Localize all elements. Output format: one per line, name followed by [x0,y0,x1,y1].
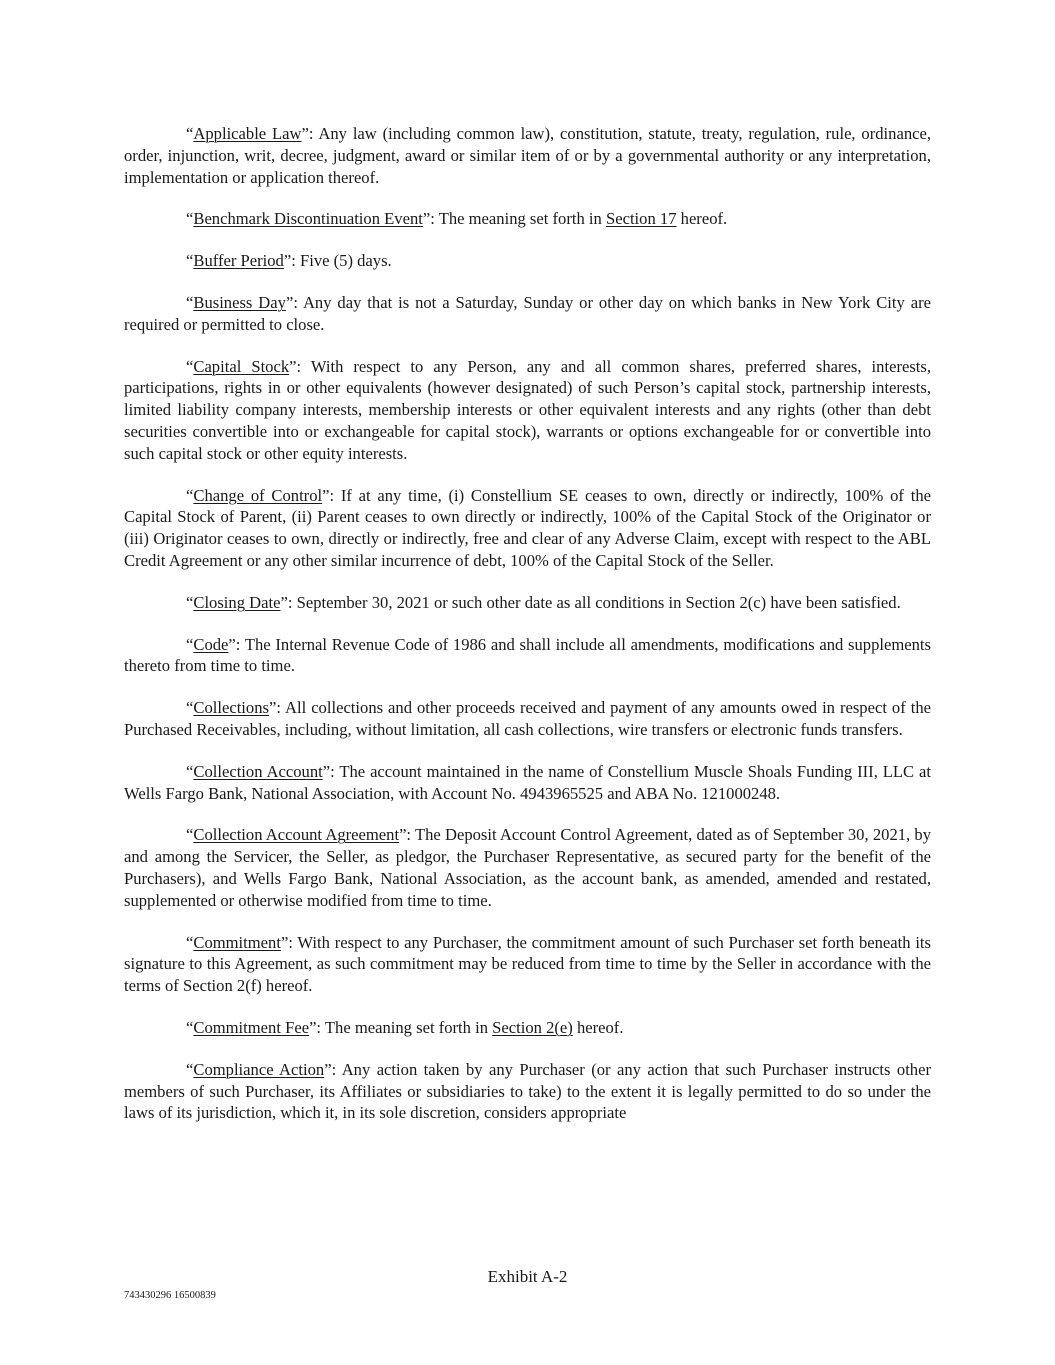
defined-term: Collection Account Agreement [193,825,400,845]
definition-text: The meaning set forth in [324,1017,493,1037]
defined-term: Change of Control [193,485,323,505]
defined-term: Business Day [193,292,286,312]
defined-term: Collections [193,698,269,718]
definition-commitment: “Commitment”: With respect to any Purchaser, the commitment amount of such Purchaser set forth beneath its signature to this Agreement, as such commitment may be reduced from time to time by the Seller in accordance with the terms of Section 2(f) hereof. [124,932,931,996]
defined-term: Capital Stock [193,356,290,376]
defined-term: Buffer Period [193,251,284,271]
definition-collections: “Collections”: All collections and other proceeds received and payment of any amounts owed in respect of the Purchased Receivables, including, without limitation, all cash collections, wire transfers or electronic funds transfers. [124,698,931,739]
definition-text: The Deposit Account Control Agreement, dated as of September 30, 2021, by and among the Servicer, the Seller, as pledgor, the Purchaser Representative, as secured party for the benefit of the Purchasers), and Wells Fargo Bank, National Association, as the account bank, as amended, amended and restated, supplemented or otherwise modified from time to time. [124,825,932,910]
definition-compliance-action: “Compliance Action”: Any action taken by any Purchaser (or any action that such Purchaser instructs other members of such Purchaser, its Affiliates or subsidiaries to take) to the extent it is legally permitted to do so under the laws of its jurisdiction, which it, in its sole discretion, considers appropriate [124,1059,931,1123]
definition-text: The meaning set forth in [438,209,606,229]
section-reference: Section 17 [605,209,677,229]
defined-term: Code [193,634,229,654]
definition-business-day: “Business Day”: Any day that is not a Saturday, Sunday or other day on which banks in New York City are required or permitted to close. [124,292,931,334]
definition-change-of-control: “Change of Control”: If at any time, (i) Constellium SE ceases to own, directly or indirectly, 100% of the Capital Stock of Parent, (ii) Parent ceases to own directly or indirectly, 100% of the Capital Stock of the Originator or (iii) Originator ceases to own, directly or indirectly, free and clear of any Adverse Claim, except with respect to the ABL Credit Agreement or any other similar incurrence of debt, 100% of the Capital Stock of the Seller. [124,485,931,570]
document-id: 743430296 16500839 [124,1290,216,1301]
definition-commitment-fee: “Commitment Fee”: The meaning set forth in Section 2(e) hereof. [186,1017,624,1037]
document-body [124,123,931,1144]
definition-text: Any day that is not a Saturday, Sunday or other day on which banks in New York City are required or permitted to close. [124,292,931,334]
definition-buffer-period: “Buffer Period”: Five (5) days. [186,251,392,271]
definition-closing-date: “Closing Date”: September 30, 2021 or such other date as all conditions in Section 2(c) have been satisfied. [186,592,901,612]
definition-applicable-law: “Applicable Law”: Any law (including common law), constitution, statute, treaty, regulation, rule, ordinance, order, injunction, writ, decree, judgment, award or similar item of or by a governmental authority or any interpretation, implementation or application thereof. [124,124,931,187]
definition-text: September 30, 2021 or such other date as all conditions in Section 2(c) have been satisfied. [296,592,901,612]
defined-term: Applicable Law [193,124,302,143]
defined-term: Commitment Fee [193,1017,310,1037]
definition-capital-stock: “Capital Stock”: With respect to any Person, any and all common shares, preferred shares, interests, participations, rights in or other equivalents (however designated) of such Person’s capital stock, partnership interests, limited liability company interests, membership interests or other equivalent interests and any rights (other than debt securities convertible into or exchangeable for capital stock), warrants or options exchangeable for or convertible into such capital stock or other equity interests. [124,356,932,463]
definition-benchmark-discontinuation-event: “Benchmark Discontinuation Event”: The meaning set forth in Section 17 hereof. [186,209,728,229]
definition-collection-account-agreement: “Collection Account Agreement”: The Deposit Account Control Agreement, dated as of September 30, 2021, by and among the Servicer, the Seller, as pledgor, the Purchaser Representative, as secured party for the benefit of the Purchasers), and Wells Fargo Bank, National Association, as the account bank, as amended, amended and restated, supplemented or otherwise modified from time to time. [124,825,932,910]
definition-text: With respect to any Purchaser, the commitment amount of such Purchaser set forth beneath its signature to this Agreement, as such commitment may be reduced from time to time by the Seller in accordance with the terms of Section 2(f) hereof. [124,932,931,996]
defined-term: Benchmark Discontinuation Event [193,209,423,229]
definition-text: Any action taken by any Purchaser (or any action that such Purchaser instructs other members of such Purchaser, its Affiliates or subsidiaries to take) to the extent it is legally permitted to do so under the laws of its jurisdiction, which it, in its sole discretion, considers appropriate [124,1059,931,1123]
definition-text: All collections and other proceeds received and payment of any amounts owed in respect of the Purchased Receivables, including, without limitation, all cash collections, wire transfers or electronic funds transfers. [124,698,931,739]
defined-term: Collection Account [193,761,323,781]
definition-text: Any law (including common law), constitution, statute, treaty, regulation, rule, ordinance, order, injunction, writ, decree, judgment, award or similar item of or by a governmental authority or any interpretation, implementation or application thereof. [124,124,931,187]
defined-term: Closing Date [193,592,281,612]
definition-text: The Internal Revenue Code of 1986 and shall include all amendments, modifications and supplements thereto from time to time. [124,634,932,676]
definition-code: “Code”: The Internal Revenue Code of 1986 and shall include all amendments, modifications and supplements thereto from time to time. [124,634,932,676]
definition-text: Five (5) days. [299,251,392,271]
definition-text: The account maintained in the name of Constellium Muscle Shoals Funding III, LLC at Wells Fargo Bank, National Association, with Account No. 4943965525 and ABA No. 121000248. [124,761,932,803]
defined-term: Commitment [193,932,281,952]
definition-collection-account: “Collection Account”: The account maintained in the name of Constellium Muscle Shoals Funding III, LLC at Wells Fargo Bank, National Association, with Account No. 4943965525 and ABA No. 121000248. [124,761,932,803]
definition-text: If at any time, (i) Constellium SE ceases to own, directly or indirectly, 100% of the Capital Stock of Parent, (ii) Parent ceases to own directly or indirectly, 100% of the Capital Stock of the Originator or (iii) Originator ceases to own, directly or indirectly, free and clear of any Adverse Claim, except with respect to the ABL Credit Agreement or any other similar incurrence of debt, 100% of the Capital Stock of the Seller. [124,485,931,570]
definition-text: With respect to any Person, any and all common shares, preferred shares, interests, participations, rights in or other equivalents (however designated) of such Person’s capital stock, partnership interests, limited liability company interests, membership interests or other equivalent interests and any rights (other than debt securities convertible into or exchangeable for capital stock), warrants or options exchangeable for or convertible into such capital stock or other equity interests. [124,356,932,463]
defined-term: Compliance Action [193,1059,325,1079]
section-reference: Section 2(e) [492,1017,573,1037]
page-footer-label: Exhibit A-2 [487,1267,568,1286]
